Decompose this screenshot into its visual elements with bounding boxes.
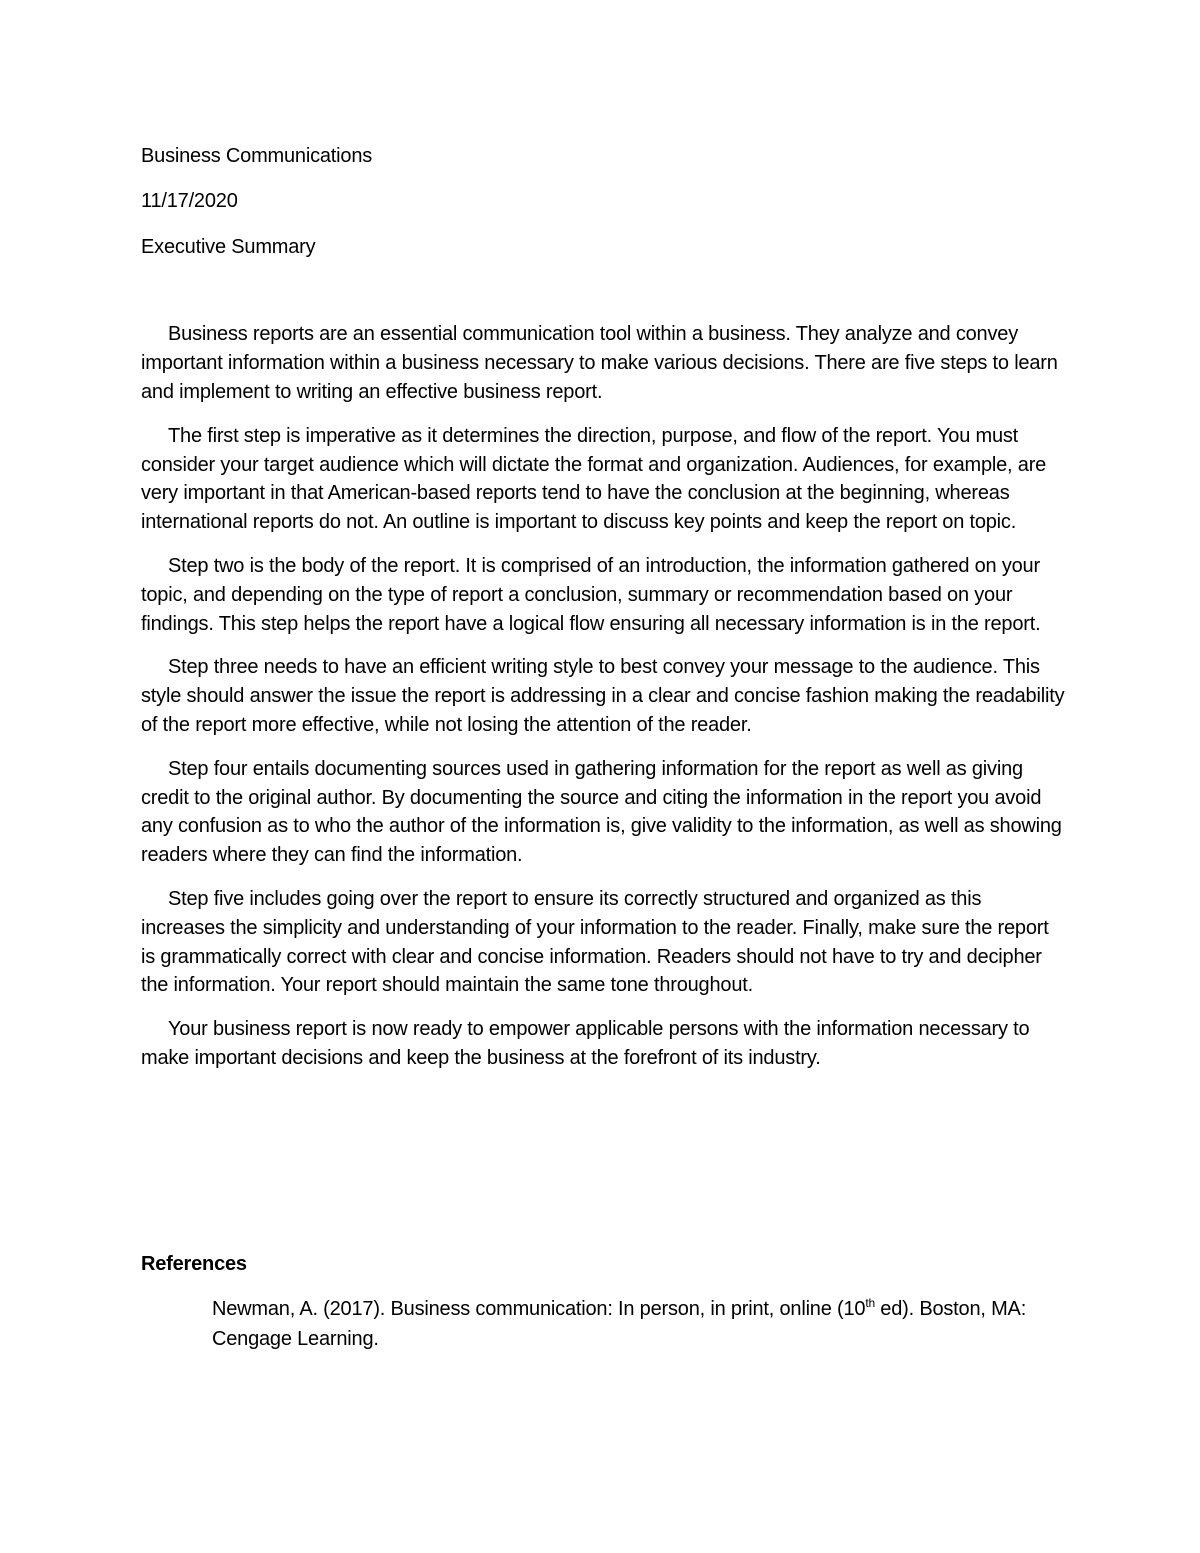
document-title: Executive Summary xyxy=(141,235,316,258)
reference-superscript: th xyxy=(865,1296,875,1310)
paragraph-step-three: Step three needs to have an efficient writing style to best convey your message to the audience. This style should answer the issue the report is addressing in a clear and concise fashion making the readability of the report more effective, while not losing the attention of the reader. xyxy=(141,656,1065,736)
paragraph-step-two: Step two is the body of the report. It is comprised of an introduction, the information gathered on your topic, and depending on the type of report a conclusion, summary or recommendation based on your findings. This step helps the report have a logical flow ensuring all necessary information is in the report. xyxy=(141,554,1041,635)
document-date: 11/17/2020 xyxy=(141,190,238,213)
references-heading: References xyxy=(141,1253,247,1275)
course-name: Business Communications xyxy=(141,145,373,167)
paragraph-step-five: Step five includes going over the report to ensure its correctly structured and organized as this increases the simplicity and understanding of your information to the reader. Finally, make sure the report is grammatically correct with clear and concise information. Readers should not have to try and decipher the information. Your report should maintain the same tone throughout. xyxy=(141,887,1049,997)
reference-text-end: ed). Boston, MA: Cengage Learning. xyxy=(212,1298,1027,1350)
paragraph-intro: Business reports are an essential communication tool within a business. They analyze and convey important information within a business necessary to make various decisions. There are five steps to learn and implement to writing an effective business report. xyxy=(141,323,1058,403)
document-body xyxy=(141,142,1066,1073)
reference-entry xyxy=(212,1294,1032,1354)
paragraph-step-one: The first step is imperative as it determines the direction, purpose, and flow of the report. You must consider your target audience which will dictate the format and organization. Audiences, for example, are very important in that American-based reports tend to have the conclusion at the beginning, whereas international reports do not. An outline is important to discuss key points and keep the report on topic. xyxy=(141,424,1047,534)
reference-text-start: Newman, A. (2017). Business communication: In person, in print, online (10 xyxy=(212,1298,866,1320)
paragraph-conclusion: Your business report is now ready to empower applicable persons with the information necessary to make important decisions and keep the business at the forefront of its industry. xyxy=(141,1018,1030,1069)
paragraph-step-four: Step four entails documenting sources used in gathering information for the report as well as giving credit to the original author. By documenting the source and citing the information in the report you avoid any confusion as to who the author of the information is, give validity to the information, as well as showing readers where they can find the information. xyxy=(141,757,1062,867)
